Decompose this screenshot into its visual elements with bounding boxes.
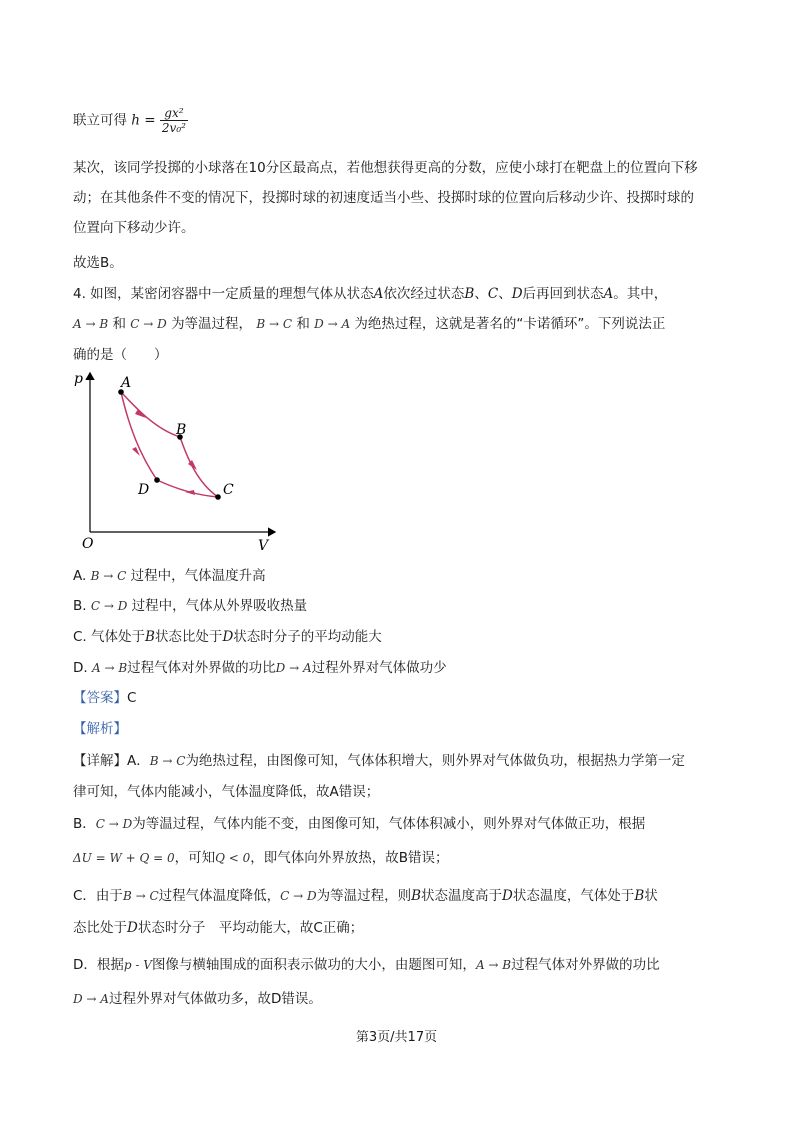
detail-text: 状态温度，气体处于 [512, 888, 635, 904]
pv-diagram [70, 365, 285, 560]
detail-text: 为等温过程，则 [316, 888, 412, 904]
option-text: 状态时分子的平均动能大 [233, 629, 382, 645]
formula-numerator: gx² [160, 106, 188, 121]
separator: 、 [474, 286, 488, 302]
label-a: A [121, 375, 132, 391]
state-label: B [634, 888, 645, 904]
state-label: D [502, 888, 513, 904]
detail-text: 为等温过程，气体内能不变，由图像可知，气体体积减小，则外界对气体做正功，根据 [132, 816, 646, 832]
state-label: C [487, 286, 499, 302]
process-label: B → C [90, 569, 127, 583]
process-label: B → C [122, 889, 159, 903]
process-label: C → D [90, 599, 128, 613]
detail-b-line-2 [73, 848, 449, 868]
detail-a-line-1 [73, 751, 685, 771]
detail-text: 状态温度高于 [421, 888, 503, 904]
state-label: D [511, 286, 523, 302]
detail-text: 状 [644, 888, 658, 904]
detail-text: 状态时分子 平均动能大，故C正确； [137, 920, 364, 936]
detail-b-line-1 [73, 814, 645, 834]
detail-text: ，即气体向外界放热，故B错误； [250, 850, 449, 866]
detail-prefix: B． [73, 816, 96, 832]
curve-ab [121, 392, 180, 437]
formula-lhs: h = [131, 112, 156, 129]
equation: ΔU = W + Q = 0 [73, 851, 175, 865]
prev-choice: 故选B。 [73, 255, 123, 271]
state-label: B [411, 888, 422, 904]
detail-c-line-2 [73, 918, 363, 938]
detail-text: ，可知 [174, 850, 216, 866]
option-letter: B. [73, 598, 87, 614]
option-text: 过程气体对外界做的功比 [127, 660, 276, 676]
curve-da [121, 392, 157, 480]
option-c [73, 627, 382, 647]
state-label: B [145, 629, 155, 645]
state-label: D [127, 920, 138, 936]
answer-value: C [127, 690, 137, 706]
option-b [73, 596, 307, 616]
state-label: D [222, 629, 234, 645]
process-label: D → A [275, 661, 312, 675]
detail-text: 图像与横轴围成的面积表示做功的大小，由题图可知， [151, 957, 476, 973]
formula-prefix: 联立可得 [73, 112, 127, 129]
question-text: 后再回到状态 [522, 286, 604, 302]
state-label: A [373, 286, 384, 302]
state-label: A [603, 286, 614, 302]
page-footer: 第3页/共17页 [355, 1030, 438, 1045]
detail-text: 过程气体温度降低， [158, 888, 281, 904]
label-c: C [223, 482, 234, 498]
separator: 、 [498, 286, 512, 302]
inequality: Q < 0 [215, 851, 251, 865]
option-text: 过程外界对气体做功少 [311, 660, 447, 676]
question-text: 为绝热过程，这就是著名的“卡诺循环”。下列说法正 [354, 316, 666, 332]
detail-text: 态比处于 [73, 920, 127, 936]
question-line-3: 确的是（ ） [73, 347, 168, 363]
question-text: 4. 如图，某密闭容器中一定质量的理想气体从状态 [73, 286, 374, 302]
pv-label: p - V [123, 958, 152, 972]
process-label: C → D [95, 817, 133, 831]
arrow-ab [135, 409, 146, 418]
option-text: C. 气体处于 [73, 629, 146, 645]
p-axis-label: p [74, 371, 83, 387]
option-d [73, 658, 447, 678]
option-a [73, 566, 266, 586]
question-line-2 [73, 314, 665, 334]
label-b: B [176, 422, 187, 438]
process-label: D → A [73, 992, 109, 1006]
question-text: 为等温过程， [171, 316, 253, 332]
process-label: D → A [314, 317, 351, 331]
question-text: 。其中， [613, 286, 668, 302]
detail-text: 过程气体对外界做的功比 [511, 957, 660, 973]
prev-para-line-3: 位置向下移动少许。 [73, 220, 195, 236]
question-text: 和 [296, 316, 310, 332]
option-text: 状态比处于 [154, 629, 223, 645]
detail-a-line-2: 律可知，气体内能减小，气体温度降低，故A错误； [73, 784, 380, 800]
process-label: A → B [91, 661, 128, 675]
state-label: B [464, 286, 475, 302]
detail-c-line-1 [73, 886, 658, 906]
curve-bc [180, 437, 218, 497]
detail-prefix: C．由于 [73, 888, 123, 904]
option-letter: D. [73, 660, 88, 676]
prev-para-line-2: 动；在其他条件不变的情况下，投掷时球的初速度适当小些、投掷时球的位置向后移动少许、投掷时球的 [73, 190, 694, 206]
option-text: 过程中，气体从外界吸收热量 [131, 598, 308, 614]
label-d: D [138, 482, 150, 498]
origin-label: O [82, 536, 94, 552]
option-text: 过程中，气体温度升高 [130, 568, 266, 584]
process-label: B → C [149, 754, 186, 768]
question-text: 依次经过状态 [383, 286, 465, 302]
answer-label: 【答案】 [73, 690, 127, 706]
point-d [154, 477, 160, 483]
process-label: A → B [73, 317, 109, 331]
detail-prefix: 【详解】A． [73, 753, 150, 769]
analysis-label: 【解析】 [73, 721, 127, 737]
answer-line [73, 688, 136, 708]
detail-d-line-1 [73, 955, 660, 975]
formula-line [73, 106, 188, 135]
question-text: 和 [112, 316, 126, 332]
prev-para-line-1: 某次，该同学投掷的小球落在10分区最高点，若他想获得更高的分数，应使小球打在靶盘上的位置向下移 [73, 160, 698, 176]
process-label: A → B [475, 958, 512, 972]
v-axis-label: V [258, 538, 269, 554]
process-label: C → D [280, 889, 317, 903]
formula-fraction [160, 106, 188, 135]
question-line-1 [73, 284, 667, 304]
formula-denominator: 2v₀² [161, 121, 186, 135]
detail-text: 为绝热过程，由图像可知，气体体积增大，则外界对气体做负功，根据热力学第一定 [185, 753, 685, 769]
process-label: C → D [130, 317, 167, 331]
detail-prefix: D．根据 [73, 957, 124, 973]
point-c [215, 494, 221, 500]
option-letter: A. [73, 568, 87, 584]
detail-text: 过程外界对气体做功多，故D错误。 [108, 991, 322, 1007]
detail-d-line-2 [73, 989, 322, 1009]
process-label: B → C [256, 317, 293, 331]
